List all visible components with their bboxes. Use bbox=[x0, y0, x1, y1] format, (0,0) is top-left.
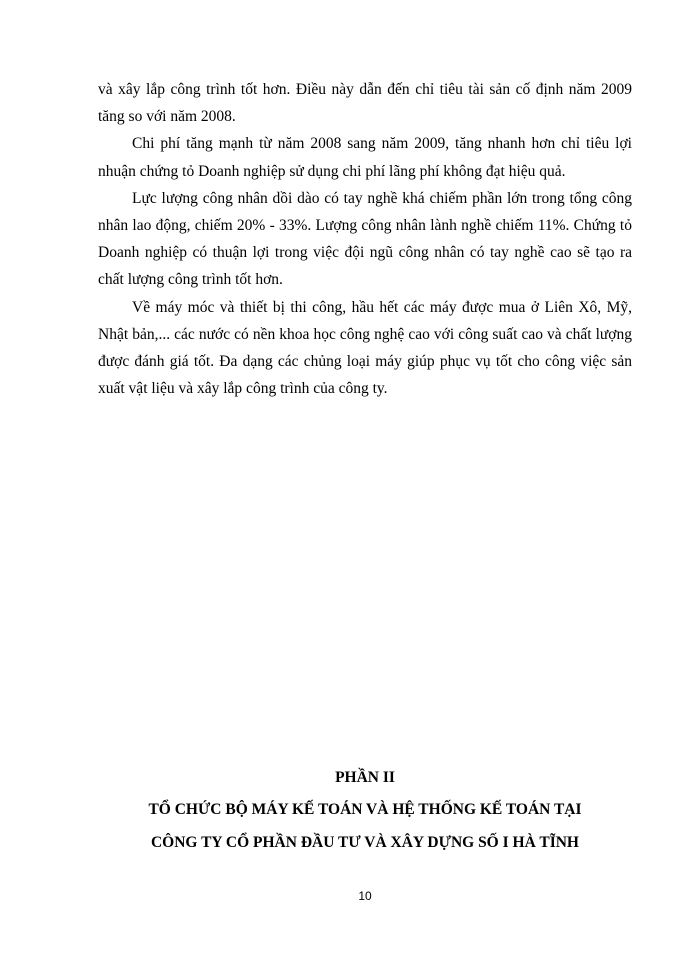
paragraph-workforce: Lực lượng công nhân dồi dào có tay nghề khá chiếm phần lớn trong tổng công nhân lao động, chiếm 20% - 33%. Lượng công nhân lành nghề chiếm 11%. Chứng tỏ Doanh nghiệp có thuận lợi trong việc đội ngũ công nhân có tay nghề cao sẽ tạo ra chất lượng công trình tốt hơn. bbox=[98, 189, 632, 289]
page-number: 10 bbox=[358, 889, 372, 903]
section-title-line-2: CÔNG TY CỔ PHẦN ĐẦU TƯ VÀ XÂY DỰNG SỐ I HÀ TĨNH bbox=[150, 834, 579, 851]
paragraph-machinery: Về máy móc và thiết bị thi công, hầu hết các máy được mua ở Liên Xô, Mỹ, Nhật bản,... các nước có nền khoa học công nghệ cao với công suất cao và chất lượng được đánh giá tốt. Đa dạng các chủng loại máy giúp phục vụ tốt cho công việc sản xuất vật liệu và xây lắp công trình của công ty. bbox=[98, 298, 632, 398]
paragraph-continuation: và xây lắp công trình tốt hơn. Điều này dẫn đến chỉ tiêu tài sản cố định năm 2009 tăng so với năm 2008. bbox=[98, 81, 632, 126]
section-part-heading: PHẦN II bbox=[335, 769, 395, 786]
body-text bbox=[98, 76, 632, 402]
paragraph-costs: Chi phí tăng mạnh từ năm 2008 sang năm 2009, tăng nhanh hơn chỉ tiêu lợi nhuận chứng tỏ Doanh nghiệp sử dụng chi phí lãng phí không đạt hiệu quả. bbox=[98, 135, 632, 180]
section-title-line-1: TỔ CHỨC BỘ MÁY KẾ TOÁN VÀ HỆ THỐNG KẾ TOÁN TẠI bbox=[148, 801, 582, 818]
